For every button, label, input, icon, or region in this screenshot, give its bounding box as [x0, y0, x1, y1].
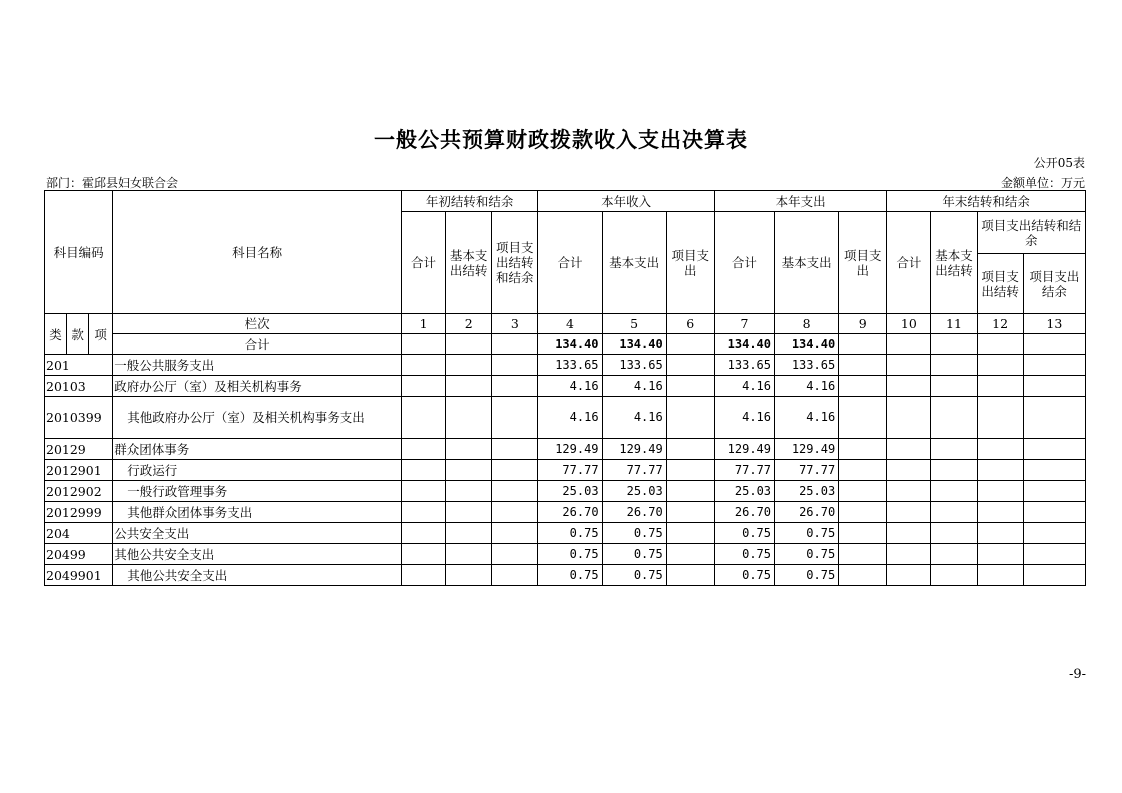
- group-begin-header: 年初结转和结余: [402, 191, 538, 212]
- amount-cell: 133.65: [714, 355, 774, 376]
- income-total-header: 合计: [538, 212, 602, 314]
- amount-cell: [931, 355, 977, 376]
- amount-cell: [931, 460, 977, 481]
- amount-cell: [492, 502, 538, 523]
- amount-cell: [446, 523, 492, 544]
- amount-cell: 77.77: [775, 460, 839, 481]
- amount-unit-label: 金额单位：万元: [1000, 176, 1085, 190]
- amount-cell: [402, 565, 446, 586]
- amount-cell: [839, 376, 887, 397]
- subject-code-cell: 2012902: [45, 481, 113, 502]
- amount-cell: [666, 481, 714, 502]
- amount-cell: [839, 523, 887, 544]
- amount-cell: [1023, 502, 1085, 523]
- expense-basic-header: 基本支出: [775, 212, 839, 314]
- amount-cell: 0.75: [602, 523, 666, 544]
- amount-cell: [446, 397, 492, 439]
- subject-code-cell: 2012999: [45, 502, 113, 523]
- amount-cell: [666, 460, 714, 481]
- end-project-group-header: 项目支出结转和结余: [977, 212, 1085, 254]
- amount-cell: [492, 523, 538, 544]
- amount-cell: 26.70: [602, 502, 666, 523]
- subject-name-cell: 其他群众团体事务支出: [113, 502, 402, 523]
- amount-cell: [887, 544, 931, 565]
- total-value-cell: 134.40: [602, 334, 666, 355]
- amount-cell: [446, 481, 492, 502]
- amount-cell: 77.77: [602, 460, 666, 481]
- lei-header: 类: [45, 314, 67, 355]
- amount-cell: [839, 460, 887, 481]
- total-value-cell: [839, 334, 887, 355]
- group-expense-header: 本年支出: [714, 191, 886, 212]
- amount-cell: [492, 544, 538, 565]
- kuan-header: 款: [67, 314, 89, 355]
- amount-cell: [492, 355, 538, 376]
- amount-cell: 77.77: [714, 460, 774, 481]
- amount-cell: [839, 481, 887, 502]
- total-value-cell: [931, 334, 977, 355]
- amount-cell: [977, 355, 1023, 376]
- amount-cell: [492, 481, 538, 502]
- amount-cell: 133.65: [538, 355, 602, 376]
- amount-cell: 25.03: [775, 481, 839, 502]
- amount-cell: 0.75: [714, 544, 774, 565]
- subject-code-cell: 2012901: [45, 460, 113, 481]
- amount-cell: [1023, 481, 1085, 502]
- amount-cell: 0.75: [714, 565, 774, 586]
- amount-cell: 4.16: [602, 397, 666, 439]
- end-total-header: 合计: [887, 212, 931, 314]
- amount-cell: [839, 439, 887, 460]
- amount-cell: [887, 502, 931, 523]
- amount-cell: [666, 376, 714, 397]
- amount-cell: [931, 502, 977, 523]
- column-number: 3: [492, 314, 538, 334]
- amount-cell: 0.75: [602, 565, 666, 586]
- amount-cell: 77.77: [538, 460, 602, 481]
- department-label: 部门：霍邱县妇女联合会: [46, 176, 179, 190]
- amount-cell: 0.75: [538, 565, 602, 586]
- total-value-cell: [666, 334, 714, 355]
- amount-cell: 0.75: [538, 544, 602, 565]
- total-value-cell: [446, 334, 492, 355]
- amount-cell: [446, 460, 492, 481]
- amount-cell: 26.70: [538, 502, 602, 523]
- amount-cell: [977, 565, 1023, 586]
- group-income-header: 本年收入: [538, 191, 714, 212]
- subject-code-cell: 20129: [45, 439, 113, 460]
- total-value-cell: [1023, 334, 1085, 355]
- amount-cell: [931, 523, 977, 544]
- amount-cell: [977, 439, 1023, 460]
- amount-cell: 4.16: [538, 376, 602, 397]
- total-row-label: 合计: [113, 334, 402, 355]
- amount-cell: 4.16: [602, 376, 666, 397]
- amount-cell: [402, 460, 446, 481]
- table-row: [45, 502, 1086, 523]
- amount-cell: [666, 544, 714, 565]
- begin-total-header: 合计: [402, 212, 446, 314]
- amount-cell: [931, 439, 977, 460]
- begin-project-carry-header: 项目支出结转和结余: [492, 212, 538, 314]
- total-value-cell: 134.40: [714, 334, 774, 355]
- amount-cell: 0.75: [775, 565, 839, 586]
- total-value-cell: 134.40: [775, 334, 839, 355]
- column-number: 5: [602, 314, 666, 334]
- subject-code-cell: 20103: [45, 376, 113, 397]
- table-row: [45, 460, 1086, 481]
- column-number: 11: [931, 314, 977, 334]
- page-title: 一般公共预算财政拨款收入支出决算表: [374, 127, 748, 152]
- amount-cell: [887, 439, 931, 460]
- column-number: 1: [402, 314, 446, 334]
- amount-cell: [1023, 397, 1085, 439]
- column-number: 10: [887, 314, 931, 334]
- group-end-header: 年末结转和结余: [887, 191, 1086, 212]
- amount-cell: [977, 397, 1023, 439]
- amount-cell: [446, 439, 492, 460]
- income-basic-header: 基本支出: [602, 212, 666, 314]
- amount-cell: [839, 565, 887, 586]
- amount-cell: [1023, 439, 1085, 460]
- expense-total-header: 合计: [714, 212, 774, 314]
- amount-cell: [977, 523, 1023, 544]
- column-number: 9: [839, 314, 887, 334]
- page-number: -9-: [1068, 667, 1086, 682]
- amount-cell: 0.75: [538, 523, 602, 544]
- amount-cell: 4.16: [775, 397, 839, 439]
- table-row: [45, 355, 1086, 376]
- amount-cell: [402, 439, 446, 460]
- table-row: [45, 481, 1086, 502]
- table-row: [45, 439, 1086, 460]
- amount-cell: 0.75: [602, 544, 666, 565]
- amount-cell: [977, 481, 1023, 502]
- amount-cell: 0.75: [714, 523, 774, 544]
- amount-cell: 4.16: [775, 376, 839, 397]
- amount-cell: [887, 355, 931, 376]
- amount-cell: [839, 397, 887, 439]
- amount-cell: 4.16: [538, 397, 602, 439]
- amount-cell: [1023, 460, 1085, 481]
- amount-cell: 25.03: [602, 481, 666, 502]
- amount-cell: [402, 355, 446, 376]
- amount-cell: [887, 376, 931, 397]
- amount-cell: [977, 460, 1023, 481]
- column-number: 13: [1023, 314, 1085, 334]
- amount-cell: [402, 523, 446, 544]
- column-number: 2: [446, 314, 492, 334]
- amount-cell: [977, 502, 1023, 523]
- column-number: 8: [775, 314, 839, 334]
- amount-cell: 25.03: [714, 481, 774, 502]
- amount-cell: 129.49: [602, 439, 666, 460]
- xiang-header: 项: [89, 314, 113, 355]
- amount-cell: [839, 502, 887, 523]
- amount-cell: [666, 397, 714, 439]
- amount-cell: [887, 523, 931, 544]
- amount-cell: [977, 544, 1023, 565]
- amount-cell: [492, 376, 538, 397]
- amount-cell: 4.16: [714, 376, 774, 397]
- amount-cell: [446, 502, 492, 523]
- subject-name-cell: 群众团体事务: [113, 439, 402, 460]
- table-row: [45, 544, 1086, 565]
- table-row: [45, 565, 1086, 586]
- amount-cell: [1023, 376, 1085, 397]
- amount-cell: [446, 544, 492, 565]
- expense-project-header: 项目支出: [839, 212, 887, 314]
- amount-cell: [931, 565, 977, 586]
- amount-cell: [931, 544, 977, 565]
- amount-cell: 133.65: [602, 355, 666, 376]
- amount-cell: [666, 565, 714, 586]
- column-number: 12: [977, 314, 1023, 334]
- amount-cell: [492, 439, 538, 460]
- amount-cell: [666, 355, 714, 376]
- income-project-header: 项目支出: [666, 212, 714, 314]
- column-number: 7: [714, 314, 774, 334]
- amount-cell: [839, 355, 887, 376]
- total-value-cell: [977, 334, 1023, 355]
- amount-cell: [931, 376, 977, 397]
- subject-name-header: 科目名称: [113, 191, 402, 314]
- form-number: 公开05表: [1033, 156, 1085, 170]
- amount-cell: 4.16: [714, 397, 774, 439]
- subject-name-cell: 其他政府办公厅（室）及相关机构事务支出: [113, 397, 402, 439]
- subject-code-cell: 2010399: [45, 397, 113, 439]
- begin-basic-carry-header: 基本支出结转: [446, 212, 492, 314]
- subject-code-cell: 2049901: [45, 565, 113, 586]
- subject-code-header: 科目编码: [45, 191, 113, 314]
- table-row: [45, 397, 1086, 439]
- amount-cell: [1023, 523, 1085, 544]
- amount-cell: 25.03: [538, 481, 602, 502]
- end-basic-carry-header: 基本支出结转: [931, 212, 977, 314]
- amount-cell: [446, 355, 492, 376]
- subject-code-cell: 204: [45, 523, 113, 544]
- amount-cell: [402, 376, 446, 397]
- subject-name-cell: 行政运行: [113, 460, 402, 481]
- subject-name-cell: 政府办公厅（室）及相关机构事务: [113, 376, 402, 397]
- amount-cell: [402, 502, 446, 523]
- amount-cell: [977, 376, 1023, 397]
- subject-name-cell: 公共安全支出: [113, 523, 402, 544]
- end-project-carry-header: 项目支出结转: [977, 254, 1023, 314]
- amount-cell: [887, 565, 931, 586]
- amount-cell: [666, 439, 714, 460]
- subject-code-cell: 20499: [45, 544, 113, 565]
- amount-cell: [1023, 544, 1085, 565]
- table-row: [45, 376, 1086, 397]
- subject-code-cell: 201: [45, 355, 113, 376]
- subject-name-cell: 其他公共安全支出: [113, 544, 402, 565]
- amount-cell: 129.49: [538, 439, 602, 460]
- amount-cell: [666, 502, 714, 523]
- amount-cell: [492, 565, 538, 586]
- amount-cell: [887, 460, 931, 481]
- total-value-cell: 134.40: [538, 334, 602, 355]
- total-value-cell: [492, 334, 538, 355]
- amount-cell: [887, 481, 931, 502]
- amount-cell: [887, 397, 931, 439]
- amount-cell: [492, 460, 538, 481]
- amount-cell: [1023, 565, 1085, 586]
- total-value-cell: [887, 334, 931, 355]
- total-value-cell: [402, 334, 446, 355]
- amount-cell: 0.75: [775, 544, 839, 565]
- subject-name-cell: 一般行政管理事务: [113, 481, 402, 502]
- amount-cell: [931, 481, 977, 502]
- end-project-surplus-header: 项目支出结余: [1023, 254, 1085, 314]
- subject-name-cell: 一般公共服务支出: [113, 355, 402, 376]
- amount-cell: 129.49: [714, 439, 774, 460]
- amount-cell: 26.70: [775, 502, 839, 523]
- amount-cell: [402, 481, 446, 502]
- subject-name-cell: 其他公共安全支出: [113, 565, 402, 586]
- amount-cell: [1023, 355, 1085, 376]
- table-row: [45, 523, 1086, 544]
- amount-cell: [839, 544, 887, 565]
- amount-cell: [492, 397, 538, 439]
- column-number: 4: [538, 314, 602, 334]
- amount-cell: [402, 397, 446, 439]
- amount-cell: [446, 376, 492, 397]
- amount-cell: 133.65: [775, 355, 839, 376]
- amount-cell: [931, 397, 977, 439]
- amount-cell: 129.49: [775, 439, 839, 460]
- amount-cell: [402, 544, 446, 565]
- amount-cell: [446, 565, 492, 586]
- amount-cell: [666, 523, 714, 544]
- amount-cell: 26.70: [714, 502, 774, 523]
- amount-cell: 0.75: [775, 523, 839, 544]
- column-index-label: 栏次: [113, 314, 402, 334]
- budget-table: [44, 190, 1086, 586]
- column-number: 6: [666, 314, 714, 334]
